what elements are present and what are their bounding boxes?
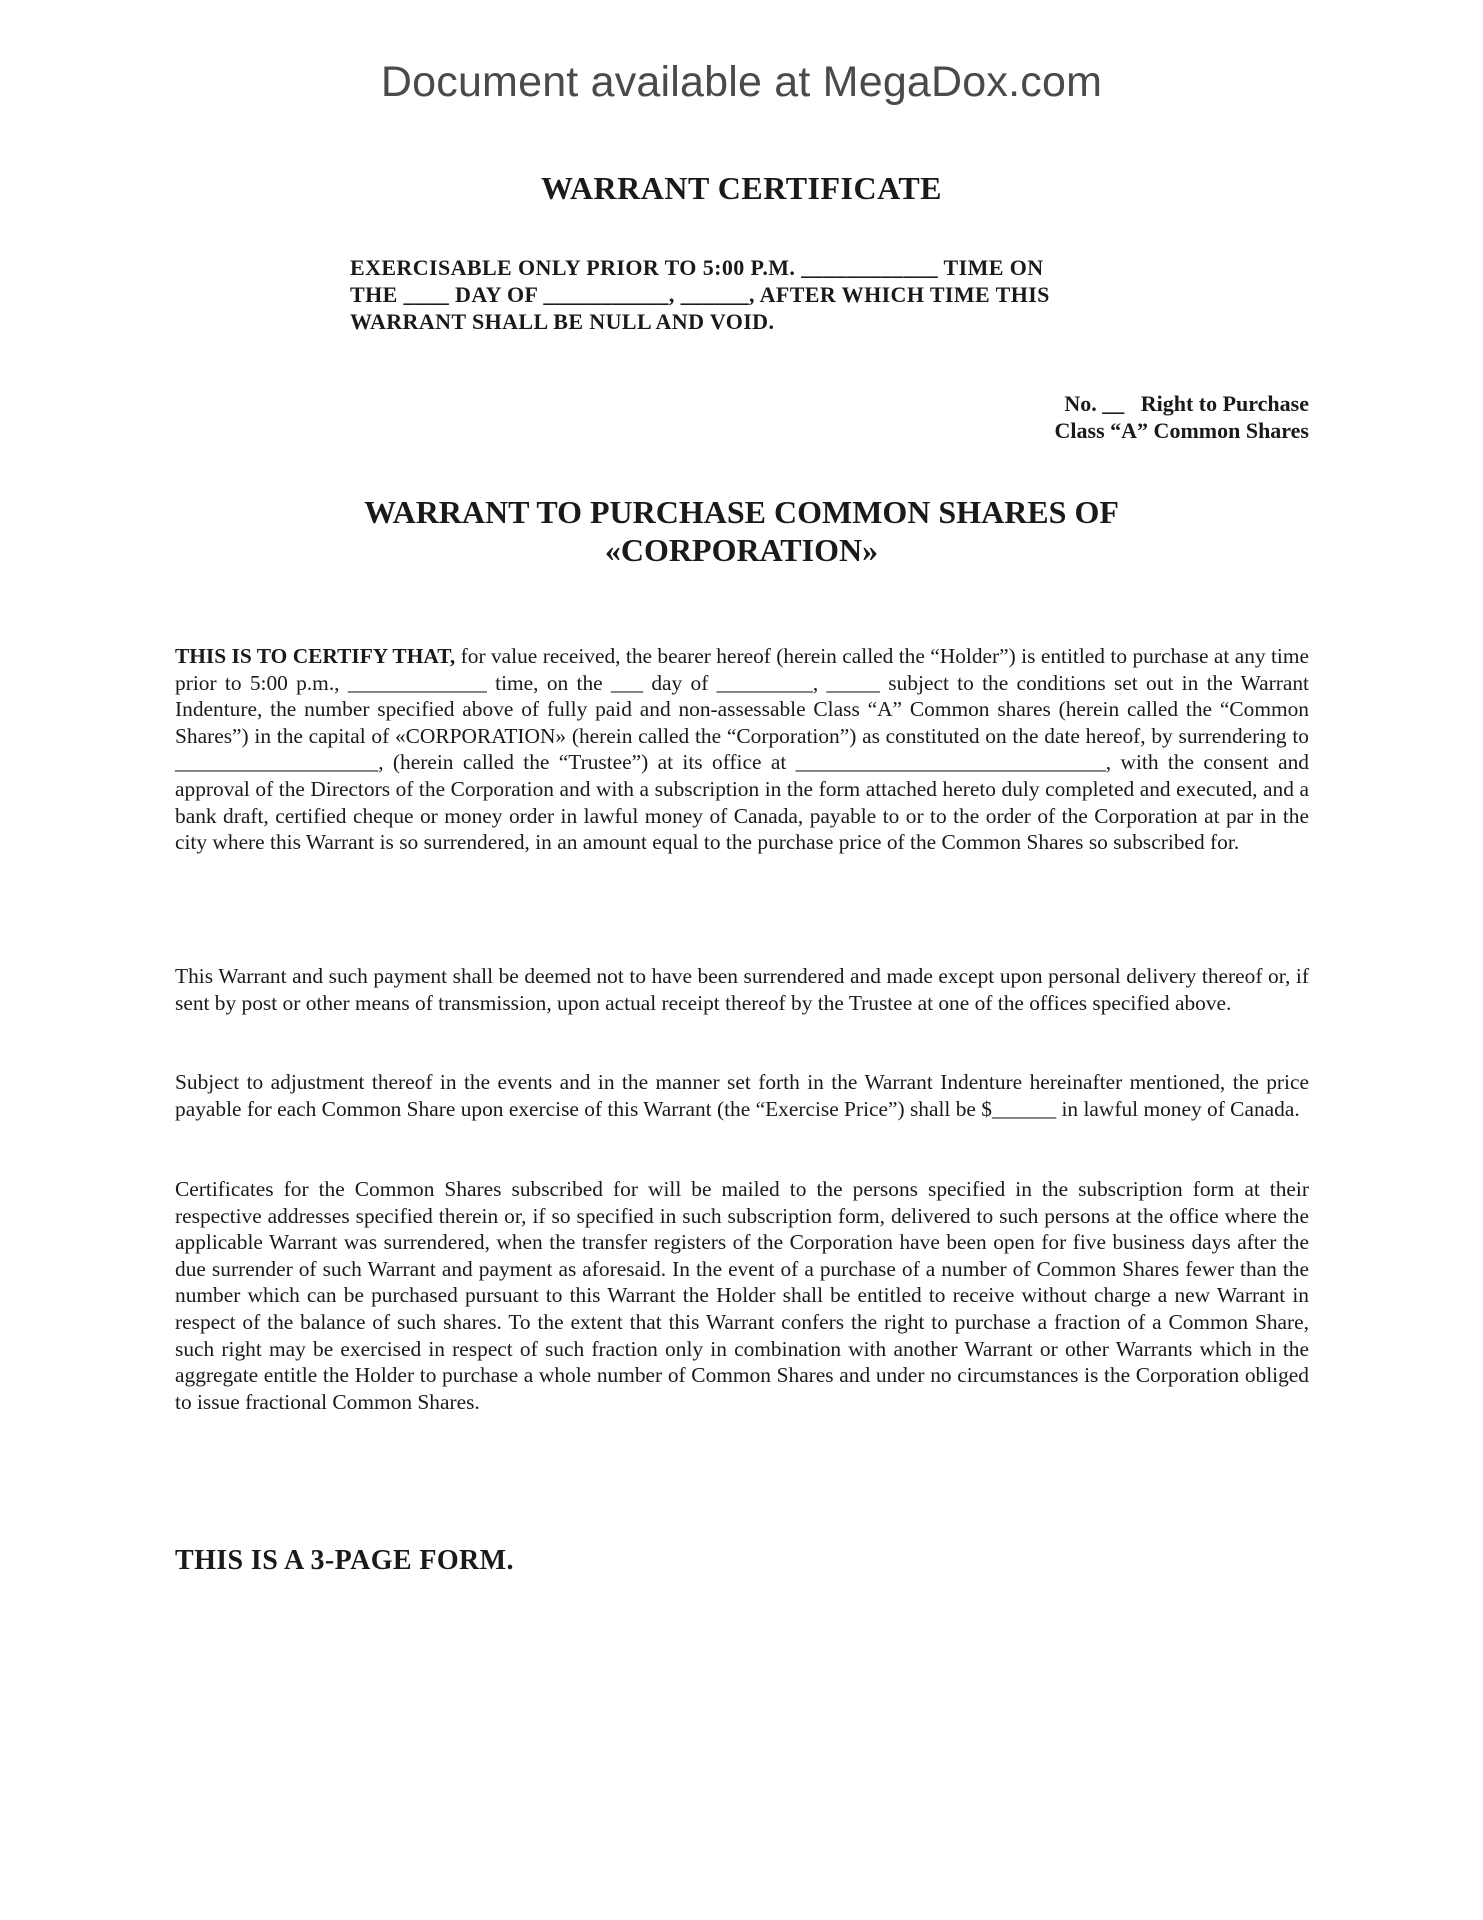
share-class-line: Class “A” Common Shares — [1054, 418, 1309, 443]
exercise-clause-line: WARRANT SHALL BE NULL AND VOID. — [350, 309, 775, 334]
certify-lead: THIS IS TO CERTIFY THAT, — [175, 644, 456, 668]
corporation-placeholder: «CORPORATION» — [604, 532, 879, 568]
certification-paragraph — [175, 643, 1309, 856]
megadox-banner: Document available at MegaDox.com — [380, 58, 1103, 106]
certificate-title: WARRANT CERTIFICATE — [540, 170, 943, 206]
exercise-clause-line: THE ____ DAY OF ___________, ______, AFTER WHICH TIME THIS — [350, 282, 1050, 307]
warrant-heading — [0, 493, 1483, 569]
certificate-number-block — [809, 390, 1309, 444]
delivery-paragraph: This Warrant and such payment shall be deemed not to have been surrendered and made except upon personal delivery thereof or, if sent by post or other means of transmission, upon actual receipt thereof by the Trustee at one of the offices specified above. — [175, 964, 1309, 1015]
warrant-heading-line: WARRANT TO PURCHASE COMMON SHARES OF — [364, 494, 1119, 530]
page-count-note: THIS IS A 3-PAGE FORM. — [175, 1545, 514, 1576]
exercise-clause — [350, 254, 1136, 335]
exercise-price-paragraph: Subject to adjustment thereof in the events and in the manner set forth in the Warrant Indenture hereinafter mentioned, the price payable for each Common Share upon exercise of this Warrant (the “Exercise Price”) shall be $______ in lawful money of Canada. — [175, 1070, 1309, 1121]
exercise-clause-line: EXERCISABLE ONLY PRIOR TO 5:00 P.M. ____________ TIME ON — [350, 255, 1044, 280]
certificate-number-line: No. __ Right to Purchase — [1064, 391, 1309, 416]
certify-text: for value received, the bearer hereof (herein called the “Holder”) is entitled to purchase at any time prior to 5:00 p.m., _____________ time, on the ___ day of _________, _____ subject to the conditions set out in the Warrant Indenture, the number specified above of fully paid and non-assessable Class “A” Common shares (herein called the “Common Shares”) in the capital of «CORPORATION» (herein called the “Corporation”) as constituted on the date hereof, by surrendering to ___________________, (herein called the “Trustee”) at its office at _____________________________, with the consent and approval of the Directors of the Corporation and with a subscription in the form attached hereto duly completed and executed, and a bank draft, certified cheque or money order in lawful money of Canada, payable to or to the order of the Corporation at par in the city where this Warrant is so surrendered, in an amount equal to the purchase price of the Common Shares so subscribed for. — [175, 644, 1310, 855]
certificates-paragraph: Certificates for the Common Shares subscribed for will be mailed to the persons specified in the subscription form at their respective addresses specified therein or, if so specified in such subscription form, delivered to such persons at the office where the applicable Warrant was surrendered, when the transfer registers of the Corporation have been open for five business days after the due surrender of such Warrant and payment as aforesaid. In the event of a purchase of a number of Common Shares fewer than the number which can be purchased pursuant to this Warrant the Holder shall be entitled to receive without charge a new Warrant in respect of the balance of such shares. To the extent that this Warrant confers the right to purchase a fraction of a Common Share, such right may be exercised in respect of such fraction only in combination with another Warrant or other Warrants which in the aggregate entitle the Holder to purchase a whole number of Common Shares and under no circumstances is the Corporation obliged to issue fractional Common Shares. — [175, 1177, 1309, 1414]
